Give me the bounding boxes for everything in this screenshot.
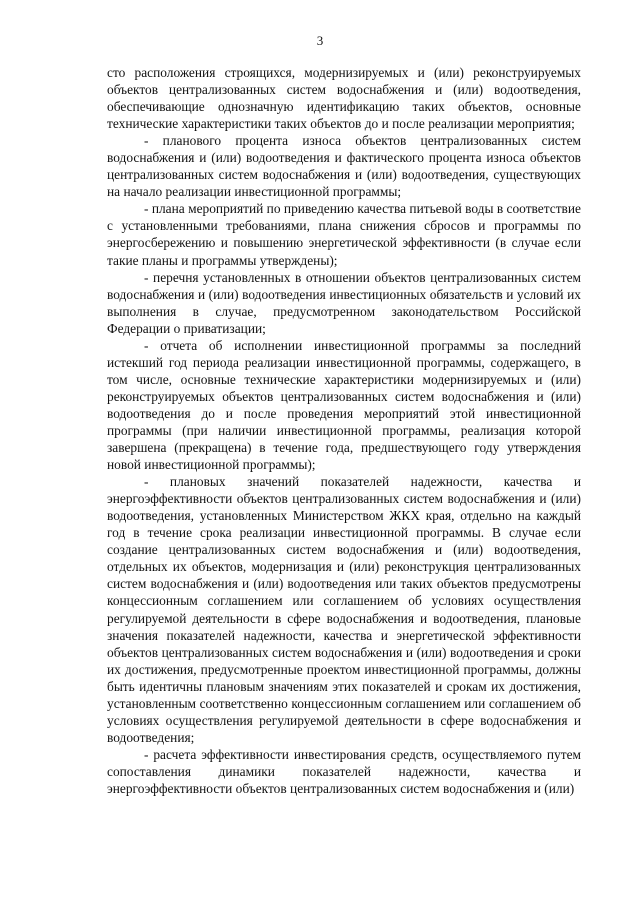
paragraph: - плана мероприятий по приведению качества питьевой воды в соответствие с установленными требованиями, плана снижения сбросов и программы по энергосбережению и повышению энергетической эффективности (в случае если такие планы и программы утверждены);	[107, 201, 581, 268]
body-text	[107, 64, 581, 797]
paragraph: - перечня установленных в отношении объектов централизованных систем водоснабжения и (или) водоотведения инвестиционных обязательств и условий их выполнения в случае, предусмотренном законодательством Российской Федерации о приватизации;	[107, 269, 581, 336]
paragraph: - отчета об исполнении инвестиционной программы за последний истекший год периода реализации инвестиционной программы, содержащего, в том числе, основные технические характеристики модернизируемых и (или) реконструируемых объектов централизованных систем водоснабжения и (или) водоотведения до и после проведения мероприятий этой инвестиционной программы (при наличии инвестиционной программы, реализация которой завершена (прекращена) в течение года, предшествующего году утверждения новой инвестиционной программы);	[107, 337, 581, 473]
paragraph: сто расположения строящихся, модернизируемых и (или) реконструируемых объектов централизованных систем водоснабжения и (или) водоотведения, обеспечивающие однозначную идентификацию таких объектов, основные технические характеристики таких объектов до и после реализации мероприятия;	[107, 65, 581, 132]
paragraph: - планового процента износа объектов централизованных систем водоснабжения и (или) водоотведения и фактического процента износа объектов централизованных систем водоснабжения и (или) водоотведения, существующих на начало реализации инвестиционной программы;	[107, 133, 581, 200]
paragraph: - плановых значений показателей надежности, качества и энергоэффективности объектов централизованных систем водоснабжения и (или) водоотведения, установленных Министерством ЖКХ края, отдельно на каждый год в течение срока реализации инвестиционной программы. В случае если создание централизованных систем водоснабжения и (или) водоотведения, отдельных их объектов, модернизация и (или) реконструкция централизованных систем водоснабжения и (или) водоотведения или таких объектов предусмотрены концессионным соглашением или соглашением об условиях осуществления регулируемой деятельности в сфере водоснабжения и водоотведения, плановые значения показателей надежности, качества и энергетической эффективности объектов централизованных систем водоснабжения и (или) водоотведения и сроки их достижения, предусмотренные проектом инвестиционной программы, должны быть идентичны плановым значениям этих показателей и срокам их достижения, установленным соответственно концессионным соглашением или соглашением об условиях осуществления регулируемой деятельности в сфере водоснабжения и водоотведения;	[107, 474, 581, 745]
page-number: 3	[316, 33, 324, 48]
paragraph: - расчета эффективности инвестирования средств, осуществляемого путем сопоставления динамики показателей надежности, качества и энергоэффективности объектов централизованных систем водоснабжения и (или)	[107, 746, 581, 796]
